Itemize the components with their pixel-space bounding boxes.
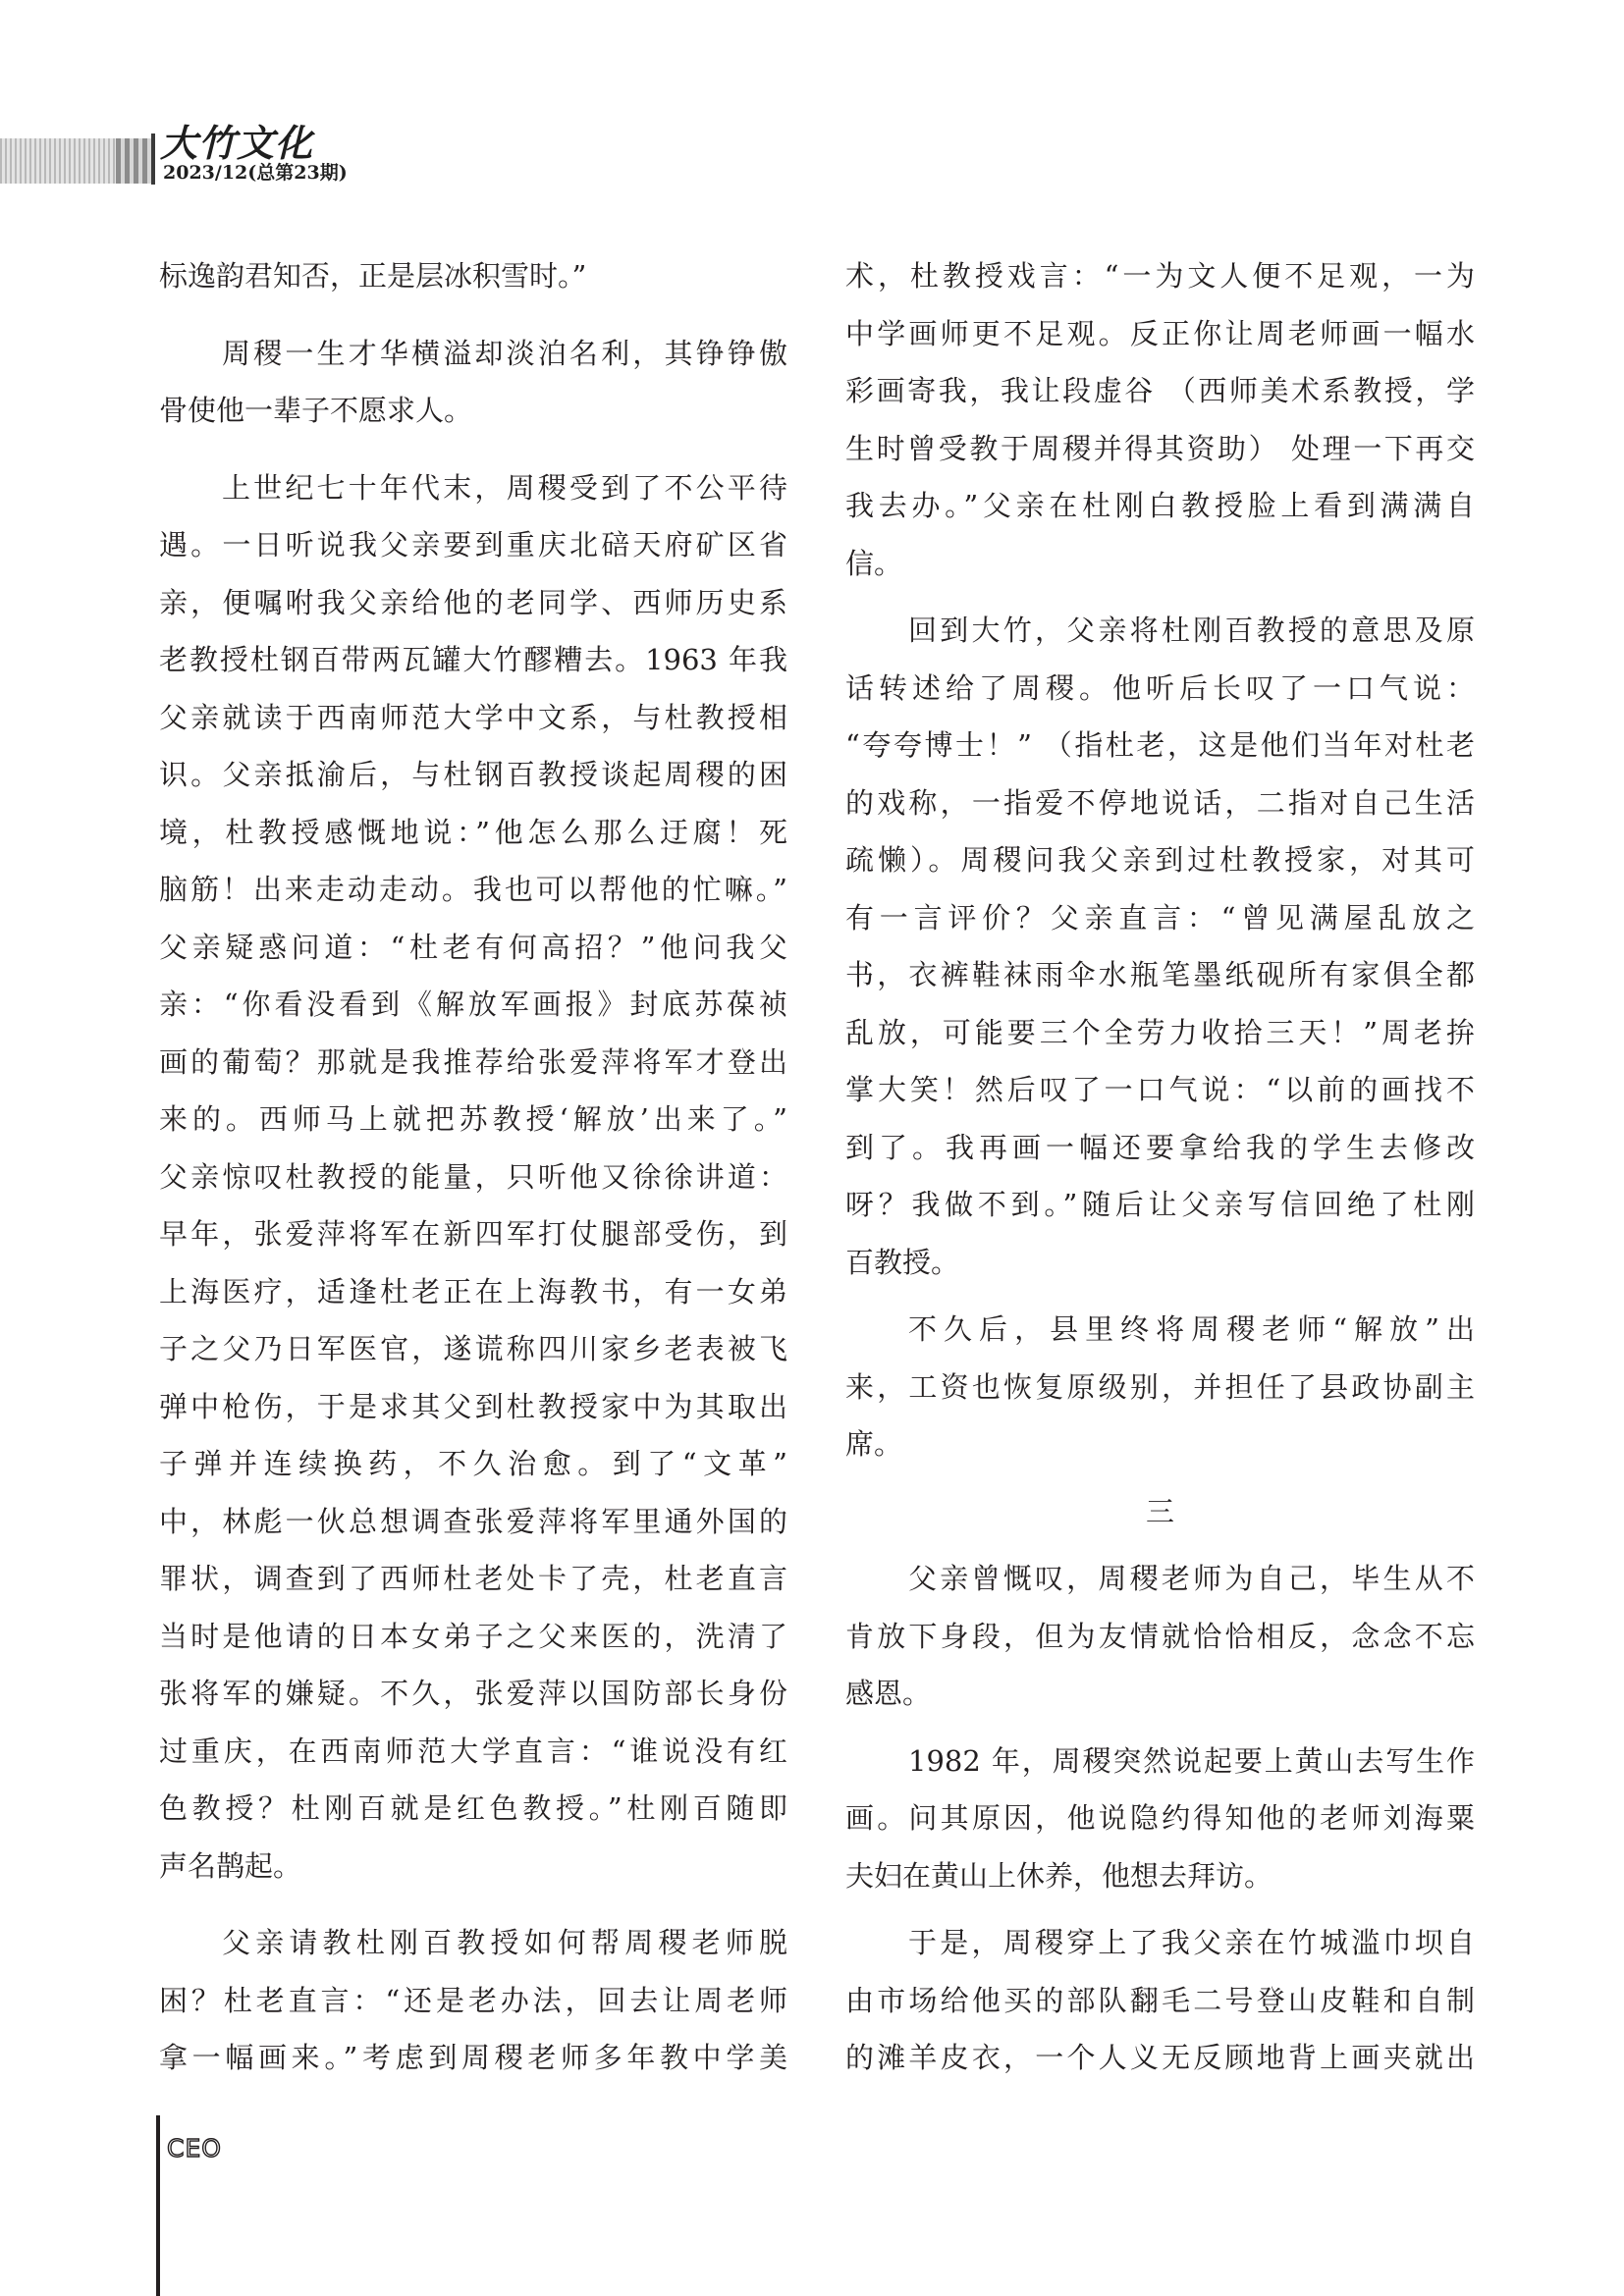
text-line: 早年，张爱萍将军在新四军打仗腿部受伤，到	[159, 1217, 787, 1251]
paragraph	[845, 1550, 1475, 1723]
text-line: 乱放，可能要三个全劳力收拾三天！”周老拚	[845, 1015, 1475, 1049]
text-line: 有一言评价？父亲直言：“曾见满屋乱放之	[845, 900, 1475, 934]
text-line: 到了。我再画一幅还要拿给我的学生去修改	[845, 1130, 1475, 1164]
text-line: 声名鹊起。	[159, 1848, 302, 1883]
text-line: 生时曾受教于周稷并得其资助） 处理一下再交	[845, 431, 1475, 465]
text-line: 术，杜教授戏言：“一为文人便不足观，一为	[845, 259, 1475, 293]
text-line: 于是，周稷穿上了我父亲在竹城滥巾坝自	[908, 1926, 1475, 1959]
text-line: 书，衣裤鞋袜雨伞水瓶笔墨纸砚所有家俱全都	[845, 958, 1475, 991]
text-line: 当时是他请的日本女弟子之父来医的，洗清了	[159, 1619, 787, 1653]
text-line: 中，林彪一伙总想调查张爱萍将军里通外国的	[159, 1504, 787, 1538]
text-line: 脑筋！出来走动走动。我也可以帮他的忙嘛。”	[159, 873, 787, 906]
text-line: 1982 年，周稷突然说起要上黄山去写生作	[908, 1743, 1475, 1778]
text-line: 彩画寄我，我让段虚谷 （西师美术系教授，学	[845, 374, 1475, 407]
text-line: 肯放下身段，但为友情就恰恰相反，念念不忘	[845, 1619, 1475, 1653]
header-stripes-dark	[116, 138, 151, 184]
text-line: 来的。西师马上就把苏教授‘解放’出来了。”	[159, 1102, 787, 1136]
text-line: 父亲请教杜刚百教授如何帮周稷老师脱	[222, 1926, 787, 1959]
paragraph	[845, 1301, 1475, 1473]
paragraph	[845, 602, 1475, 1291]
text-line: 由市场给他买的部队翻毛二号登山皮鞋和自制	[845, 1983, 1475, 2017]
text-line: 父亲曾慨叹，周稷老师为自己，毕生从不	[908, 1562, 1475, 1595]
text-line: 拿一幅画来。”考虑到周稷老师多年教中学美	[159, 2041, 787, 2074]
header-stripes	[0, 138, 116, 184]
text-line: 标逸韵君知否，正是层冰积雪时。”	[159, 259, 587, 293]
paragraph	[159, 247, 787, 305]
paragraph	[159, 325, 787, 440]
right-column	[845, 247, 1475, 2087]
text-line: 画。问其原因，他说隐约得知他的老师刘海粟	[845, 1801, 1475, 1835]
paragraph	[159, 1914, 787, 2087]
text-line: 感恩。	[845, 1677, 932, 1710]
text-line: 夫妇在黄山上休养，他想去拜访。	[845, 1858, 1273, 1893]
text-line: 识。父亲抵渝后，与杜钢百教授谈起周稷的困	[159, 758, 787, 791]
text-line: 我去办。”父亲在杜刚白教授脸上看到满满自	[845, 489, 1475, 522]
footer-rule	[156, 2115, 160, 2296]
magazine-logo: 大竹文化	[160, 121, 314, 165]
left-column	[159, 247, 787, 2087]
text-line: 罪状，调查到了西师杜老处卡了壳，杜老直言	[159, 1562, 787, 1595]
text-line: 亲，便嘱咐我父亲给他的老同学、西师历史系	[159, 585, 787, 619]
text-line: 回到大竹，父亲将杜刚百教授的意思及原	[908, 614, 1475, 647]
text-line: 呀？我做不到。”随后让父亲写信回绝了杜刚	[845, 1188, 1475, 1221]
text-line: 信。	[845, 546, 903, 580]
text-line: 席。	[845, 1427, 903, 1461]
issue-label: 2023/12(总第23期)	[163, 162, 348, 184]
text-line: 父亲疑惑问道：“杜老有何高招？”他问我父	[159, 930, 787, 964]
text-line: 色教授？杜刚百就是红色教授。”杜刚百随即	[159, 1791, 787, 1825]
text-line: 父亲就读于西南师范大学中文系，与杜教授相	[159, 700, 787, 734]
text-line: 骨使他一辈子不愿求人。	[159, 394, 473, 427]
text-line: 张将军的嫌疑。不久，张爱萍以国防部长身份	[159, 1677, 787, 1710]
text-line: 疏懒）。周稷问我父亲到过杜教授家，对其可	[845, 843, 1475, 877]
text-line: 的戏称，一指爱不停地说话，二指对自己生活	[845, 785, 1475, 820]
text-line: 困？杜老直言：“还是老办法，回去让周老师	[159, 1983, 787, 2017]
text-line: 来，工资也恢复原级别，并担任了县政协副主	[845, 1369, 1475, 1404]
text-line: 掌大笑！然后叹了一口气说：“以前的画找不	[845, 1073, 1475, 1106]
paragraph	[845, 1733, 1475, 1905]
text-line: 老教授杜钢百带两瓦罐大竹醪糟去。1963 年我	[159, 643, 787, 676]
text-line: 亲：“你看没看到《解放军画报》封底苏葆祯	[159, 988, 787, 1021]
page-marker: CEO	[167, 2134, 222, 2163]
text-line: 境，杜教授感慨地说：”他怎么那么迂腐！死	[159, 815, 787, 849]
text-line: 不久后，县里终将周稷老师“解放”出	[908, 1312, 1475, 1346]
text-line: 画的葡萄？那就是我推荐给张爱萍将军才登出	[159, 1044, 787, 1079]
text-line: 弹中枪伤，于是求其父到杜教授家中为其取出	[159, 1389, 787, 1423]
section-heading: 三	[1145, 1494, 1174, 1528]
text-line: 周稷一生才华横溢却淡泊名利，其铮铮傲	[222, 336, 787, 370]
paragraph	[845, 247, 1475, 592]
text-line: 话转述给了周稷。他听后长叹了一口气说：	[845, 670, 1475, 705]
text-line: 子弹并连续换药，不久治愈。到了“文革”	[159, 1447, 787, 1480]
text-line: 遇。一日听说我父亲要到重庆北碚天府矿区省	[159, 528, 787, 561]
text-line: 过重庆，在西南师范大学直言：“谁说没有红	[159, 1734, 787, 1768]
text-line: 百教授。	[845, 1245, 960, 1279]
paragraph	[845, 1914, 1475, 2087]
text-line: 上世纪七十年代末，周稷受到了不公平待	[222, 470, 787, 505]
text-line: 上海医疗，适逢杜老正在上海教书，有一女弟	[159, 1274, 787, 1308]
text-line: 中学画师更不足观。反正你让周老师画一幅水	[845, 316, 1475, 350]
header-bar	[151, 133, 155, 185]
text-line: 的滩羊皮衣，一个人义无反顾地背上画夹就出	[845, 2041, 1475, 2074]
paragraph	[159, 459, 787, 1896]
text-line: “夸夸博士！” （指杜老，这是他们当年对杜老	[845, 728, 1475, 762]
text-line: 子之父乃日军医官，遂谎称四川家乡老表被飞	[159, 1332, 787, 1365]
text-line: 父亲惊叹杜教授的能量，只听他又徐徐讲道：	[159, 1159, 787, 1194]
